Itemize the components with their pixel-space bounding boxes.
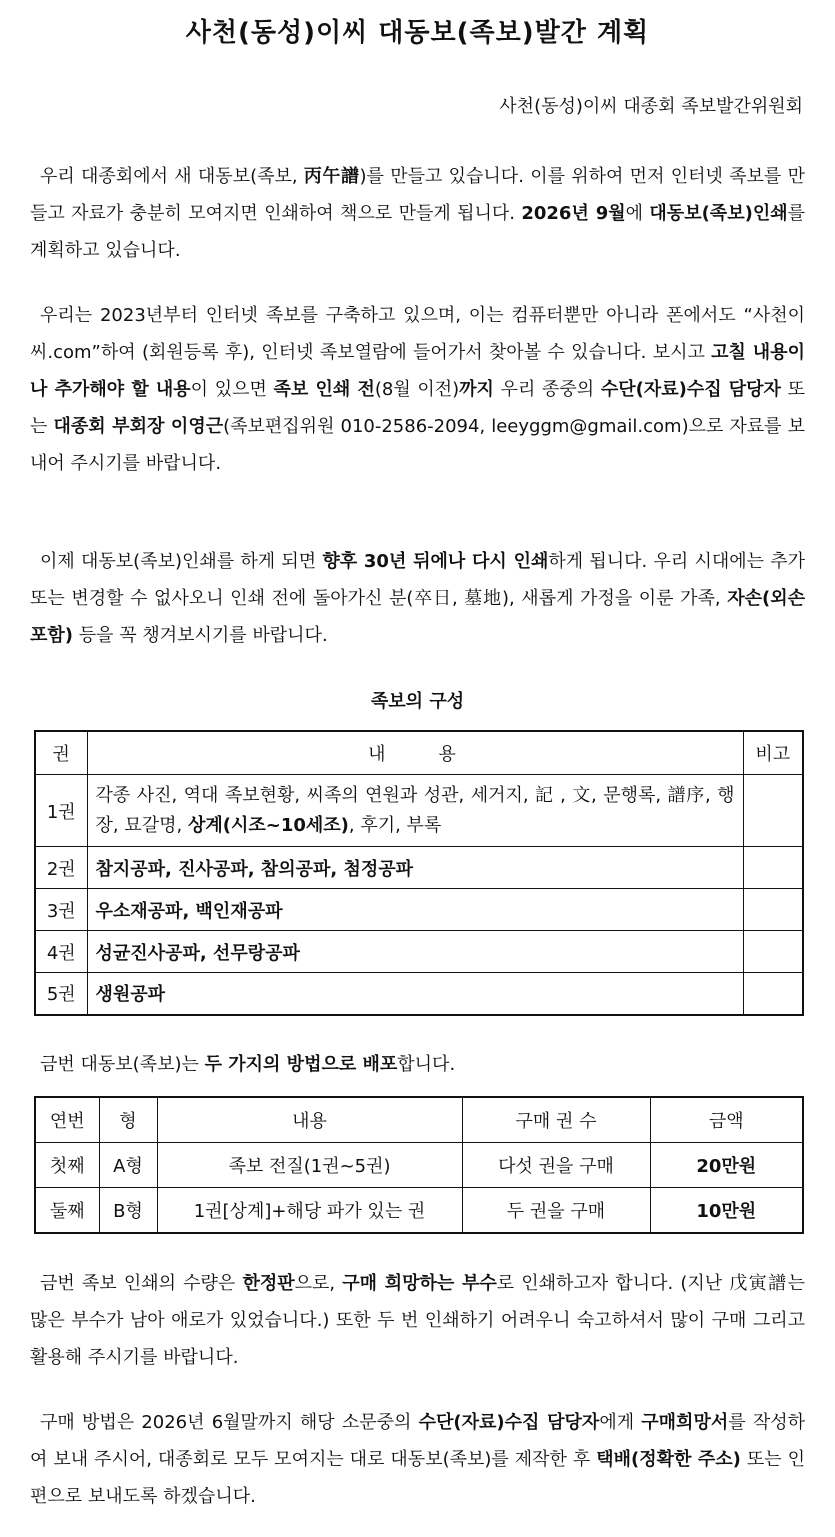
intro-paragraph (30, 158, 805, 269)
table-row (35, 889, 803, 931)
reprint-notice-paragraph (30, 543, 805, 654)
header-number: 연번 (35, 1097, 99, 1143)
header-note: 비고 (743, 731, 803, 775)
quantity-cell: 두 권을 구매 (462, 1188, 650, 1234)
bold-text: 향후 30년 뒤에나 다시 인쇄 (322, 551, 549, 572)
table-row (35, 931, 803, 973)
bold-text: 자손(외손 포함) (30, 588, 805, 646)
text: 를 계획하고 있습니다. (30, 203, 805, 261)
header-price: 금액 (650, 1097, 803, 1143)
table-row (35, 973, 803, 1015)
volume-cell: 4권 (35, 931, 87, 973)
text: 으로, (294, 1273, 343, 1294)
header-quantity: 구매 권 수 (462, 1097, 650, 1143)
text: 우리 대종회에서 새 대동보(족보, (40, 166, 304, 187)
bold-text: 대종회 부회장 이영근 (53, 416, 224, 437)
volume-cell: 5권 (35, 973, 87, 1015)
note-cell (743, 889, 803, 931)
content-cell: 생원공파 (87, 973, 743, 1015)
text: 합니다. (397, 1054, 456, 1075)
distribution-table (34, 1096, 804, 1234)
type-cell: A형 (99, 1143, 157, 1188)
bold-text: 까지 (459, 379, 494, 400)
issuer-name: 사천(동성)이씨 대종회 족보발간위원회 (499, 96, 803, 117)
text: 에게 (599, 1412, 642, 1433)
number-cell: 둘째 (35, 1188, 99, 1234)
text: 하게 됩니다. 우리 시대에는 추가 또는 변경할 수 없사오니 인쇄 전에 돌아가신 분(卒日, 墓地), 새롭게 가정을 이룬 가족, (30, 551, 805, 609)
note-cell (743, 973, 803, 1015)
text: 등을 꼭 챙겨보시기를 바랍니다. (73, 625, 328, 646)
bold-text: 고칠 내용이나 추가해야 할 내용 (30, 342, 805, 400)
bold-text: 한정판 (242, 1273, 295, 1294)
bold-text: 丙午譜 (303, 166, 360, 187)
volume-cell: 1권 (35, 775, 87, 847)
text: (8월 이전) (374, 379, 460, 400)
limited-edition-paragraph (30, 1265, 805, 1376)
composition-title: 족보의 구성 (370, 691, 465, 712)
content-cell: 우소재공파, 백인재공파 (87, 889, 743, 931)
text: 구매 방법은 2026년 6월말까지 해당 소문중의 (40, 1412, 419, 1433)
text: 이제 대동보(족보)인쇄를 하게 되면 (40, 551, 323, 572)
type-cell: B형 (99, 1188, 157, 1234)
content-cell: 성균진사공파, 선무랑공파 (87, 931, 743, 973)
header-volume: 권 (35, 731, 87, 775)
bold-text: 수단(자료)수집 담당자 (418, 1412, 600, 1433)
header-content: 내 용 (87, 731, 743, 775)
content-cell (87, 775, 743, 847)
bold-text: 수단(자료)수집 담당자 (600, 379, 781, 400)
text: 로 인쇄하고자 합니다. (지난 戊寅譜는 많은 부수가 남아 애로가 있었습니다.) 또한 두 번 인쇄하기 어려우니 숙고하셔서 많이 구매 그리고 활용해 주시기를 바랍니다. (30, 1273, 805, 1368)
distribution-intro (40, 1050, 455, 1076)
header-type: 형 (99, 1097, 157, 1143)
text: 우리는 2023년부터 인터넷 족보를 구축하고 있으며, 이는 컴퓨터뿐만 아니라 폰에서도 “사천이씨.com”하여 (회원등록 후), 인터넷 족보열람에 들어가서 찾아볼 수 있습니다. 보시고 (30, 305, 805, 363)
header-content: 내용 (157, 1097, 462, 1143)
text: 에 (625, 203, 650, 224)
text: 금번 대동보(족보)는 (40, 1054, 205, 1075)
price-cell: 20만원 (650, 1143, 803, 1188)
purchase-method-paragraph (30, 1404, 805, 1515)
text: 또는 (30, 379, 805, 437)
bold-text: 대동보(족보)인쇄 (649, 203, 788, 224)
text: 금번 족보 인쇄의 수량은 (40, 1273, 243, 1294)
content-cell: 1권[상계]+해당 파가 있는 권 (157, 1188, 462, 1234)
text: , 후기, 부록 (348, 814, 442, 836)
content-cell: 참지공파, 진사공파, 참의공파, 첨정공파 (87, 847, 743, 889)
price-cell: 10만원 (650, 1188, 803, 1234)
quantity-cell: 다섯 권을 구매 (462, 1143, 650, 1188)
bold-text: 2026년 9월 (521, 203, 626, 224)
text: 를 작성하여 보내 주시어, 대종회로 모두 모여지는 대로 대동보(족보)를 제작한 후 (30, 1412, 805, 1470)
bold-text: 택배(정확한 주소) (596, 1449, 741, 1470)
volume-cell: 2권 (35, 847, 87, 889)
composition-table (34, 730, 804, 1016)
table-header-row (35, 731, 803, 775)
table-row (35, 1188, 803, 1234)
text: )를 만들고 있습니다. 이를 위하여 먼저 인터넷 족보를 만들고 자료가 충분히 모여지면 인쇄하여 책으로 만들게 됩니다. (30, 166, 805, 224)
text: 우리 종중의 (493, 379, 601, 400)
page-title: 사천(동성)이씨 대동보(족보)발간 계획 (185, 18, 650, 48)
table-row (35, 847, 803, 889)
content-cell: 족보 전질(1권~5권) (157, 1143, 462, 1188)
bold-text: 족보 인쇄 전 (273, 379, 375, 400)
online-genealogy-paragraph (30, 297, 805, 482)
text: 각종 사진, 역대 족보현황, 씨족의 연원과 성관, 세거지, 記 , 文, 문행록, 譜序, 행장, 묘갈명, (95, 784, 735, 836)
bold-text: 구매희망서 (641, 1412, 729, 1433)
table-row (35, 775, 803, 847)
text: (족보편집위원 010-2586-2094, leeyggm@gmail.com)으로 자료를 보내어 주시기를 바랍니다. (30, 416, 805, 474)
volume-cell: 3권 (35, 889, 87, 931)
bold-text: 구매 희망하는 부수 (342, 1273, 497, 1294)
text: 또는 인편으로 보내도록 하겠습니다. (30, 1449, 806, 1507)
table-header-row (35, 1097, 803, 1143)
note-cell (743, 775, 803, 847)
table-row (35, 1143, 803, 1188)
number-cell: 첫째 (35, 1143, 99, 1188)
text: 이 있으면 (190, 379, 274, 400)
bold-text: 상계(시조~10세조) (187, 814, 349, 836)
note-cell (743, 931, 803, 973)
bold-text: 두 가지의 방법으로 배포 (204, 1054, 398, 1075)
note-cell (743, 847, 803, 889)
